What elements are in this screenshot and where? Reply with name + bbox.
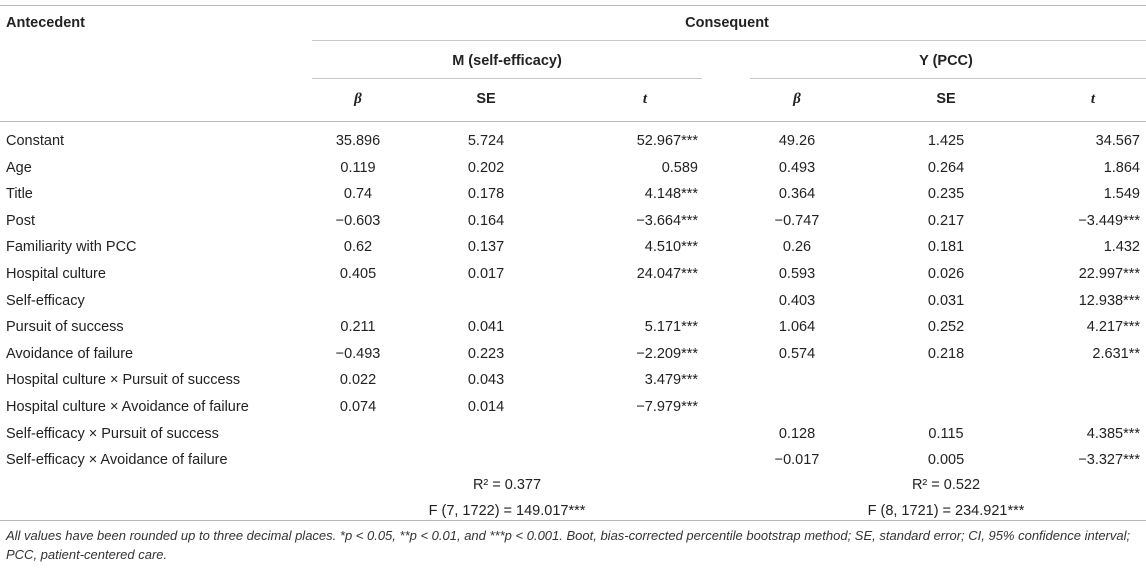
row-label: Hospital culture × Pursuit of success: [6, 372, 241, 389]
table-cell: 0.178: [467, 186, 505, 203]
table-cell: 35.896: [335, 133, 381, 149]
table-cell: −7.979***: [636, 399, 698, 415]
row-label: Familiarity with PCC: [6, 239, 137, 256]
row-label: Age: [6, 159, 32, 176]
table-cell: 1.549: [1103, 186, 1140, 203]
table-cell: 0.235: [927, 186, 965, 203]
table-cell: 5.171***: [644, 319, 698, 336]
header-consequent: Consequent: [685, 15, 769, 31]
header-group-y: Y (PCC): [919, 53, 973, 69]
row-label: Avoidance of failure: [6, 345, 134, 362]
table-cell: 1.432: [1103, 239, 1140, 256]
header-group-m: M (self-efficacy): [452, 53, 562, 69]
table-cell: 0.202: [467, 159, 505, 176]
row-label: Hospital culture × Avoidance of failure: [6, 399, 249, 415]
table-cell: 1.064: [778, 319, 816, 336]
table-cell: 0.218: [927, 345, 965, 362]
table-cell: 0.164: [467, 212, 505, 229]
table-cell: −3.664***: [636, 212, 698, 229]
group-y-underline: [750, 78, 1146, 79]
table-cell: 0.115: [928, 425, 964, 442]
table-cell: 0.014: [467, 399, 505, 415]
group-m-underline: [312, 78, 702, 79]
table-cell: −0.017: [774, 452, 820, 469]
table-cell: −3.327***: [1078, 452, 1140, 469]
table-cell: 34.567: [1095, 133, 1140, 149]
table-cell: −0.493: [335, 345, 381, 362]
row-label: Hospital culture: [6, 266, 106, 282]
table-cell: 0.119: [340, 159, 376, 176]
header-antecedent: Antecedent: [6, 15, 85, 31]
table-cell: 4.385***: [1086, 425, 1140, 442]
table-cell: 0.364: [778, 186, 816, 203]
table-cell: 0.031: [927, 292, 965, 309]
row-label: Self-efficacy × Avoidance of failure: [6, 452, 228, 469]
table-cell: 0.017: [467, 266, 505, 282]
table-cell: 52.967***: [636, 133, 698, 149]
table-cell: 1.425: [927, 133, 965, 149]
table-cell: −2.209***: [636, 345, 698, 362]
table-cell: 0.62: [343, 239, 373, 256]
table-cell: 0.041: [467, 319, 505, 336]
table-cell: 0.074: [339, 399, 377, 415]
column-header: β: [354, 91, 362, 107]
table-cell: 0.128: [778, 425, 816, 442]
top-rule: [0, 5, 1146, 6]
table-cell: 0.005: [927, 452, 965, 469]
summary-r2-m: R² = 0.377: [472, 477, 542, 493]
table-cell: 0.74: [343, 186, 373, 203]
table-cell: 0.574: [778, 345, 816, 362]
row-label: Self-efficacy: [6, 292, 85, 309]
table-cell: 5.724: [467, 133, 505, 149]
table-cell: 0.264: [927, 159, 965, 176]
table-cell: −0.747: [774, 212, 820, 229]
table-cell: 0.403: [778, 292, 816, 309]
summary-r2-y: R² = 0.522: [911, 477, 981, 493]
table-cell: 0.217: [927, 212, 965, 229]
table-cell: 2.631**: [1092, 345, 1140, 362]
row-label: Self-efficacy × Pursuit of success: [6, 425, 219, 442]
bottom-rule: [0, 520, 1146, 521]
table-cell: 0.211: [340, 319, 376, 336]
table-cell: 12.938***: [1078, 292, 1140, 309]
table-cell: 0.593: [778, 266, 816, 282]
table-cell: 0.181: [927, 239, 965, 256]
summary-f-m: F (7, 1722) = 149.017***: [428, 503, 586, 519]
summary-f-y: F (8, 1721) = 234.921***: [867, 503, 1025, 519]
table-cell: 0.223: [467, 345, 505, 362]
column-header: SE: [476, 91, 496, 107]
row-label: Pursuit of success: [6, 319, 124, 336]
table-cell: 24.047***: [636, 266, 698, 282]
table-cell: −3.449***: [1078, 212, 1140, 229]
table-footnote: All values have been rounded up to three decimal places. *p < 0.05, **p < 0.01, and ***p < 0.001. Boot, bias-corrected percentile bootstrap method; SE, standard error; CI, 95% confidence interval; PCC, patient-centered care.: [6, 528, 1131, 562]
table-cell: 0.26: [782, 239, 812, 256]
table-cell: 0.137: [467, 239, 505, 256]
table-cell: 4.148***: [644, 186, 698, 203]
row-label: Constant: [6, 133, 65, 149]
table-cell: 0.405: [339, 266, 377, 282]
column-header: t: [1090, 91, 1096, 107]
table-cell: 0.043: [467, 372, 505, 389]
table-cell: 4.217***: [1086, 319, 1140, 336]
table-cell: 0.493: [778, 159, 816, 176]
table-cell: −0.603: [335, 212, 381, 229]
table-cell: 1.864: [1103, 159, 1140, 176]
table-cell: 4.510***: [644, 239, 698, 256]
table-cell: 0.022: [339, 372, 377, 389]
consequent-underline: [312, 40, 1146, 41]
table-cell: 22.997***: [1078, 266, 1140, 282]
table-cell: 49.26: [778, 133, 816, 149]
table-cell: 3.479***: [644, 372, 698, 389]
column-header: β: [793, 91, 801, 107]
table-cell: 0.252: [927, 319, 965, 336]
header-rule: [0, 121, 1146, 122]
row-label: Post: [6, 212, 36, 229]
table-cell: 0.589: [661, 159, 698, 176]
column-header: t: [642, 91, 648, 107]
column-header: SE: [936, 91, 956, 107]
row-label: Title: [6, 186, 33, 203]
table-cell: 0.026: [927, 266, 965, 282]
